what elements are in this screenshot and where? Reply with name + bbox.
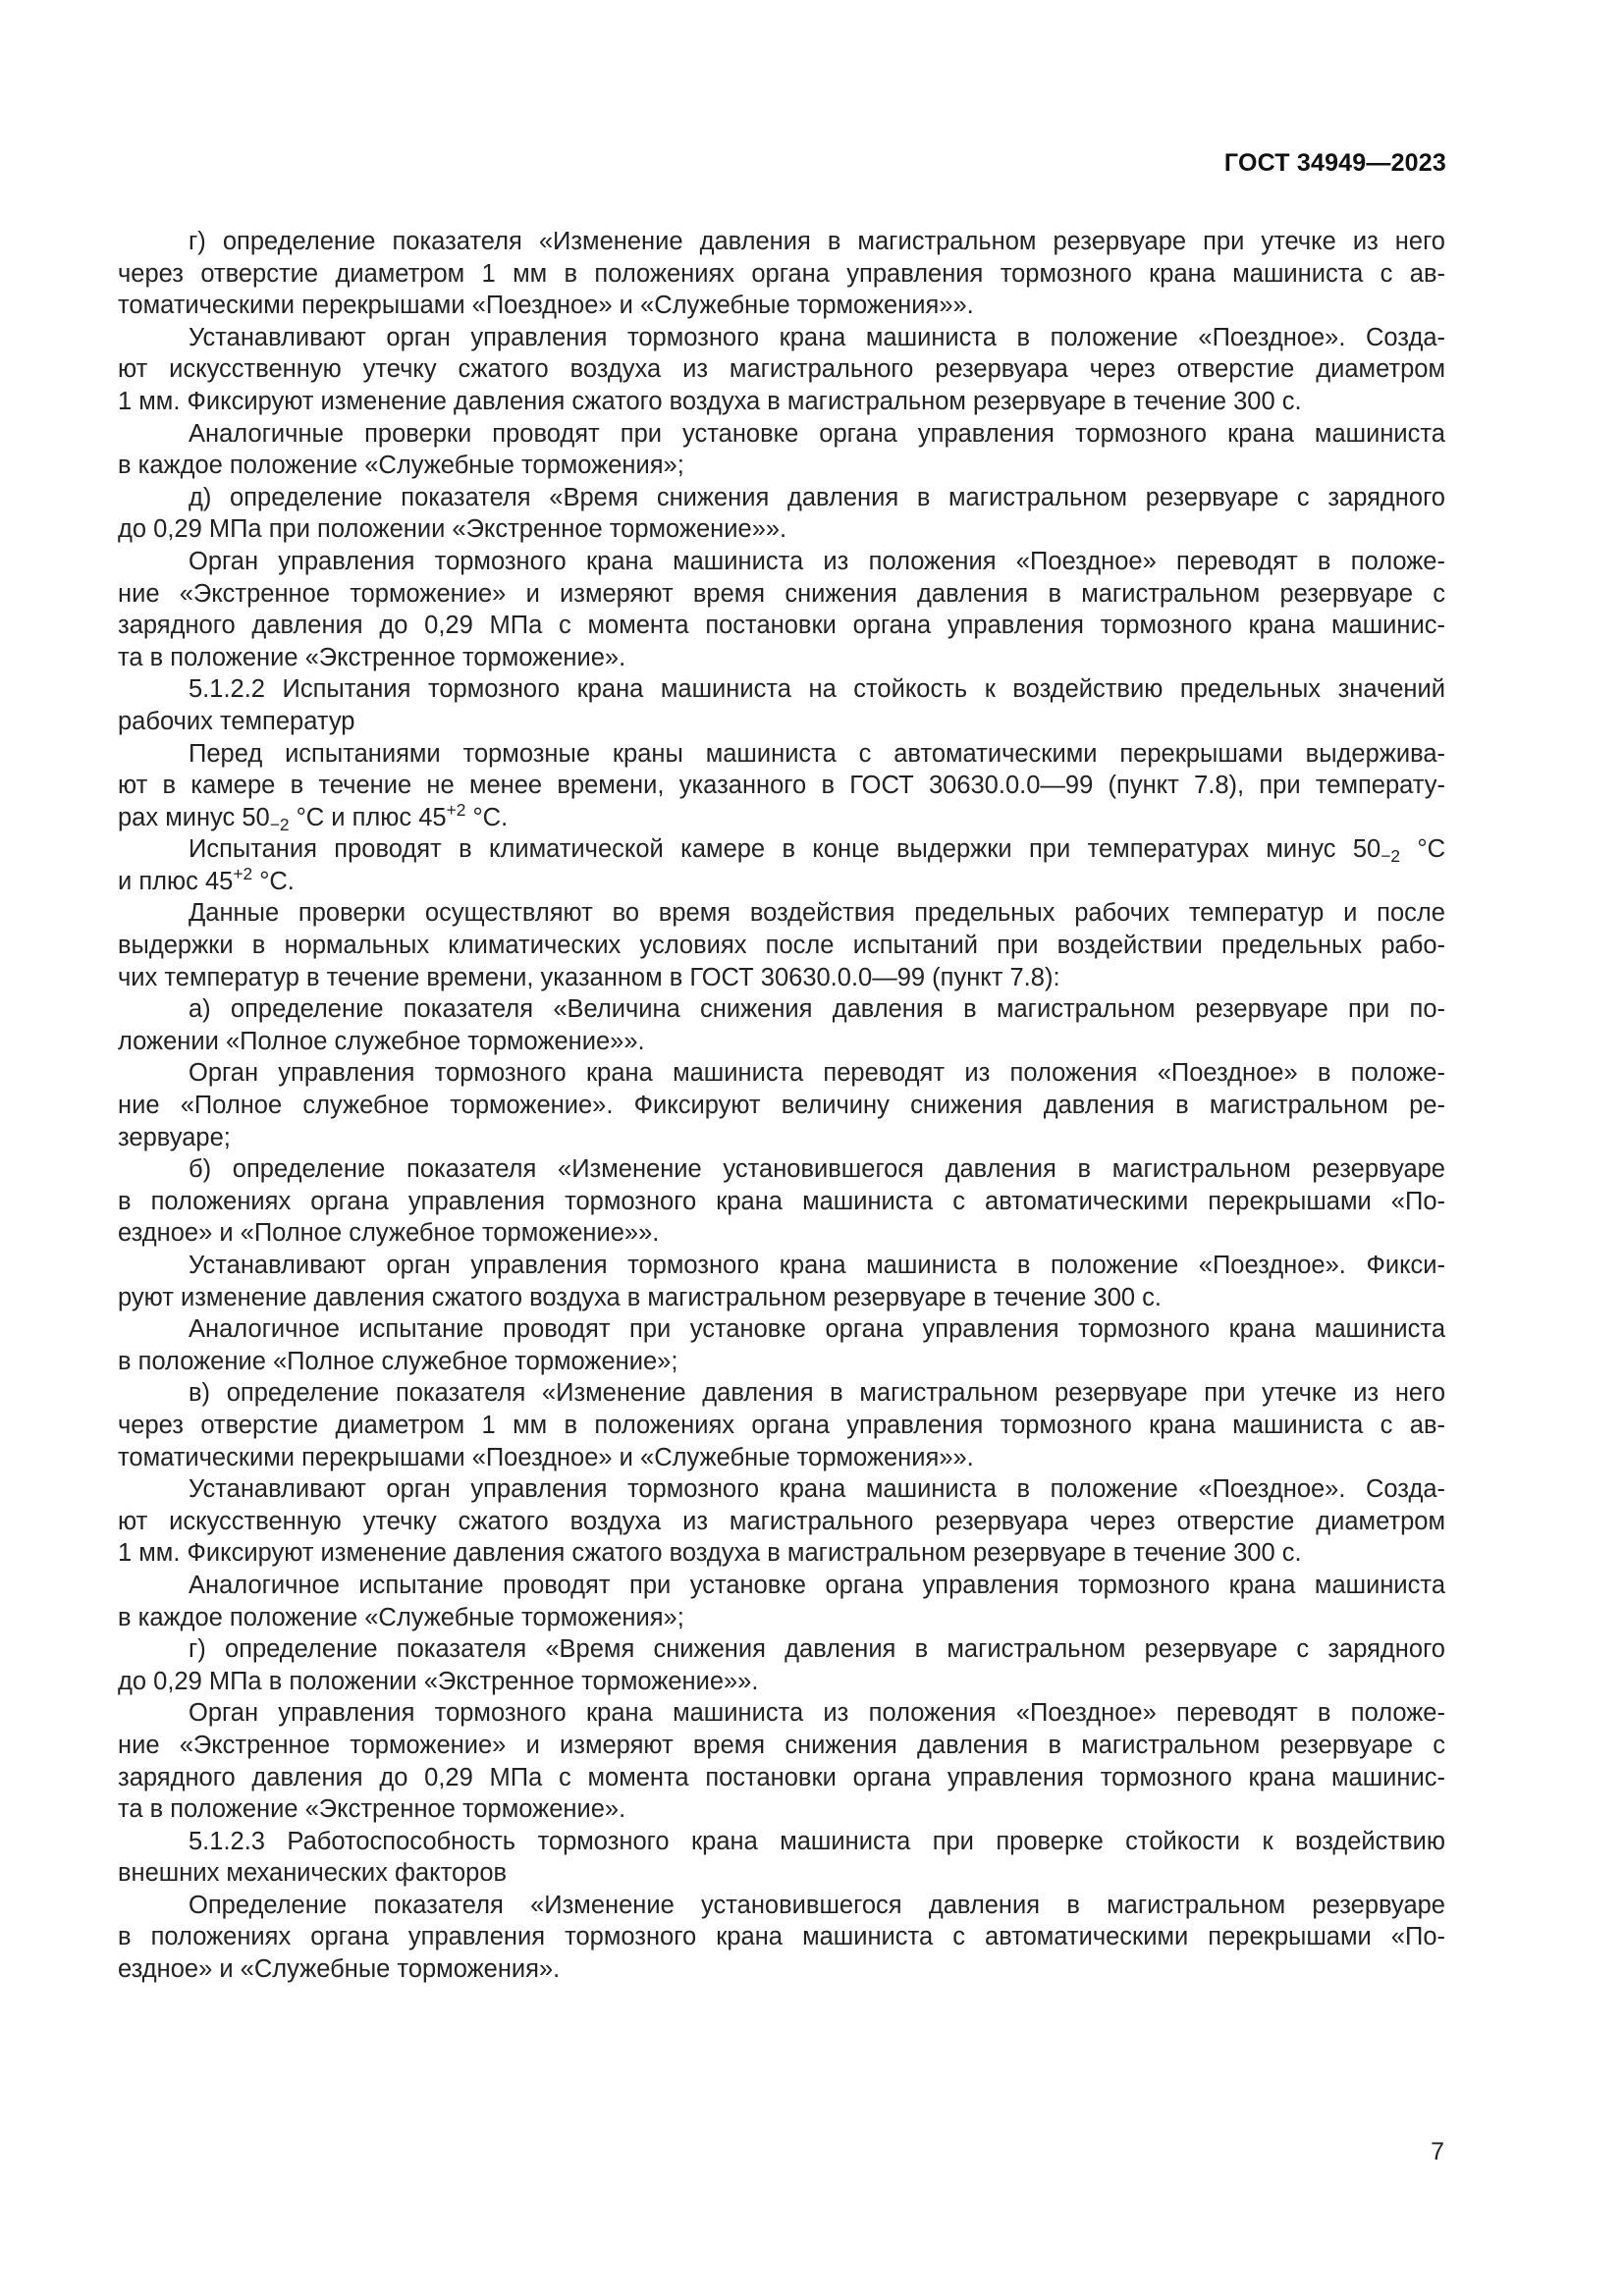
paragraph-line: Аналогичное испытание проводят при установке органа управления тормозного крана машиниста	[189, 1571, 1445, 1599]
paragraph-line: в положениях органа управления тормозного крана машиниста с автоматическими перекрышами «По-	[118, 1923, 1445, 1951]
text-run: °С	[1400, 835, 1445, 864]
paragraph	[118, 1377, 1445, 1473]
text-run: Испытания проводят в климатической камере в конце выдержки при температурах минус 50	[189, 835, 1381, 864]
paragraph	[118, 1890, 1445, 1986]
tolerance-superscript: +2	[233, 864, 253, 884]
tolerance-superscript: +2	[446, 800, 466, 821]
paragraph-line: Аналогичные проверки проводят при установке органа управления тормозного крана машиниста	[189, 419, 1445, 448]
paragraph-line	[118, 802, 1445, 834]
paragraph	[118, 1826, 1445, 1890]
paragraph	[118, 1697, 1445, 1825]
paragraph-line: чих температур в течение времени, указанном в ГОСТ 30630.0.0—99 (пункт 7.8):	[118, 963, 1060, 991]
paragraph-line: Данные проверки осуществляют во время воздействия предельных рабочих температур и после	[189, 899, 1445, 928]
paragraph-line: через отверстие диаметром 1 мм в положениях органа управления тормозного крана машиниста с ав-	[118, 1411, 1445, 1439]
paragraph-line: рабочих температур	[118, 707, 355, 735]
text-run: °С и плюс 45	[289, 803, 447, 831]
paragraph-line: томатическими перекрышами «Поездное» и «Служебные торможения»».	[118, 292, 974, 320]
paragraph-line: ездное» и «Служебные торможения».	[118, 1955, 561, 1984]
paragraph-line: руют изменение давления сжатого воздуха в магистральном резервуаре в течение 300 с.	[118, 1283, 1162, 1311]
paragraph-line: до 0,29 МПа в положении «Экстренное торможение»».	[118, 1667, 759, 1695]
paragraph-line: г) определение показателя «Изменение давления в магистральном резервуаре при утечке из него	[189, 228, 1445, 255]
page-number: 7	[1431, 2138, 1444, 2165]
paragraph-line: Устанавливают орган управления тормозного крана машиниста в положение «Поездное». Фикси-	[189, 1252, 1445, 1279]
paragraph-line: в каждое положение «Служебные торможения»;	[118, 1603, 684, 1631]
paragraph-line: а) определение показателя «Величина снижения давления в магистральном резервуаре при по-	[189, 995, 1445, 1024]
paragraph-line: Перед испытаниями тормозные краны машиниста с автоматическими перекрышами выдержива-	[189, 739, 1445, 768]
paragraph-line: ложении «Полное служебное торможение»».	[118, 1027, 645, 1055]
paragraph-line: ют искусственную утечку сжатого воздуха из магистрального резервуара через отверстие диаметром	[118, 355, 1445, 384]
paragraph-line: внешних механических факторов	[118, 1859, 508, 1888]
paragraph-line	[118, 866, 1445, 898]
paragraph-line: ют в камере в течение не менее времени, указанного в ГОСТ 30630.0.0—99 (пункт 7.8), при температу-	[118, 772, 1445, 800]
paragraph-line: ют искусственную утечку сжатого воздуха из магистрального резервуара через отверстие диаметром	[118, 1507, 1445, 1535]
tolerance-subscript: −2	[1380, 846, 1400, 867]
paragraph	[118, 418, 1445, 482]
paragraph-line: та в положение «Экстренное торможение».	[118, 1795, 626, 1824]
paragraph	[118, 897, 1445, 993]
paragraph-line: г) определение показателя «Время снижения давления в магистральном резервуаре с зарядного	[189, 1635, 1445, 1664]
paragraph	[118, 673, 1445, 737]
text-run: рах минус 50	[118, 803, 270, 831]
paragraph-line: та в положение «Экстренное торможение».	[118, 643, 626, 671]
text-run: °С.	[465, 803, 509, 831]
paragraph-line: 1 мм. Фиксируют изменение давления сжатого воздуха в магистральном резервуаре в течение 300 с.	[118, 387, 1302, 415]
paragraph-line: Устанавливают орган управления тормозного крана машиниста в положение «Поездное». Созда-	[189, 1475, 1445, 1504]
paragraph-line: в положениях органа управления тормозного крана машиниста с автоматическими перекрышами «По-	[118, 1187, 1445, 1215]
paragraph-line: д) определение показателя «Время снижения давления в магистральном резервуаре с зарядного	[189, 483, 1445, 511]
paragraph-line: зервуаре;	[118, 1123, 231, 1151]
paragraph-line: зарядного давления до 0,29 МПа с момента постановки органа управления тормозного крана машинис-	[118, 612, 1445, 640]
paragraph	[118, 1633, 1445, 1697]
paragraph-line: 5.1.2.2 Испытания тормозного крана машиниста на стойкость к воздействию предельных значений	[189, 675, 1445, 704]
paragraph-line: Орган управления тормозного крана машиниста из положения «Поездное» переводят в положе-	[189, 1699, 1445, 1728]
paragraph	[118, 1473, 1445, 1570]
paragraph	[118, 1057, 1445, 1153]
paragraph-line: в) определение показателя «Изменение давления в магистральном резервуаре при утечке из него	[189, 1379, 1445, 1408]
document-header: ГОСТ 34949—2023	[1223, 149, 1446, 177]
paragraph-line: Орган управления тормозного крана машиниста из положения «Поездное» переводят в положе-	[189, 547, 1445, 575]
document-body	[118, 226, 1445, 1986]
paragraph-line: Определение показателя «Изменение установившегося давления в магистральном резервуаре	[189, 1891, 1445, 1919]
paragraph-line: до 0,29 МПа при положении «Экстренное торможение»».	[118, 515, 787, 544]
paragraph	[118, 546, 1445, 673]
text-run: и плюс 45	[118, 867, 234, 895]
paragraph-line: зарядного давления до 0,29 МПа с момента постановки органа управления тормозного крана машинис-	[118, 1763, 1445, 1791]
paragraph-line: ние «Экстренное торможение» и измеряют время снижения давления в магистральном резервуаре с	[118, 1731, 1445, 1759]
paragraph-line: 1 мм. Фиксируют изменение давления сжатого воздуха в магистральном резервуаре в течение 300 с.	[118, 1539, 1302, 1568]
paragraph-line: через отверстие диаметром 1 мм в положениях органа управления тормозного крана машиниста с ав-	[118, 259, 1445, 288]
paragraph	[118, 833, 1445, 897]
paragraph	[118, 738, 1445, 834]
paragraph-line: томатическими перекрышами «Поездное» и «Служебные торможения»».	[118, 1443, 974, 1471]
paragraph-line: выдержки в нормальных климатических условиях после испытаний при воздействии предельных рабо-	[118, 932, 1445, 960]
text-run: °С.	[252, 867, 295, 895]
paragraph	[118, 482, 1445, 546]
paragraph	[118, 1313, 1445, 1377]
paragraph-line: в положение «Полное служебное торможение»;	[118, 1347, 678, 1375]
paragraph-line: ездное» и «Полное служебное торможение»».	[118, 1219, 660, 1248]
paragraph-line: Орган управления тормозного крана машиниста переводят из положения «Поездное» в положе-	[189, 1059, 1445, 1088]
paragraph-line: в каждое положение «Служебные торможения»;	[118, 452, 684, 480]
paragraph-line: 5.1.2.3 Работоспособность тормозного крана машиниста при проверке стойкости к воздействию	[189, 1827, 1445, 1855]
paragraph-line: Устанавливают орган управления тормозного крана машиниста в положение «Поездное». Созда-	[189, 323, 1445, 351]
paragraph-line: б) определение показателя «Изменение установившегося давления в магистральном резервуаре	[189, 1155, 1445, 1184]
paragraph-line: ние «Полное служебное торможение». Фиксируют величину снижения давления в магистральном ре-	[118, 1092, 1445, 1120]
paragraph	[118, 1570, 1445, 1633]
paragraph-line	[118, 833, 1445, 866]
paragraph-line: ние «Экстренное торможение» и измеряют время снижения давления в магистральном резервуаре с	[118, 579, 1445, 608]
tolerance-subscript: −2	[269, 814, 290, 834]
paragraph-line: Аналогичное испытание проводят при установке органа управления тормозного крана машиниста	[189, 1315, 1445, 1344]
paragraph	[118, 1153, 1445, 1250]
paragraph	[118, 993, 1445, 1057]
paragraph	[118, 226, 1445, 322]
paragraph	[118, 1250, 1445, 1313]
paragraph	[118, 322, 1445, 418]
